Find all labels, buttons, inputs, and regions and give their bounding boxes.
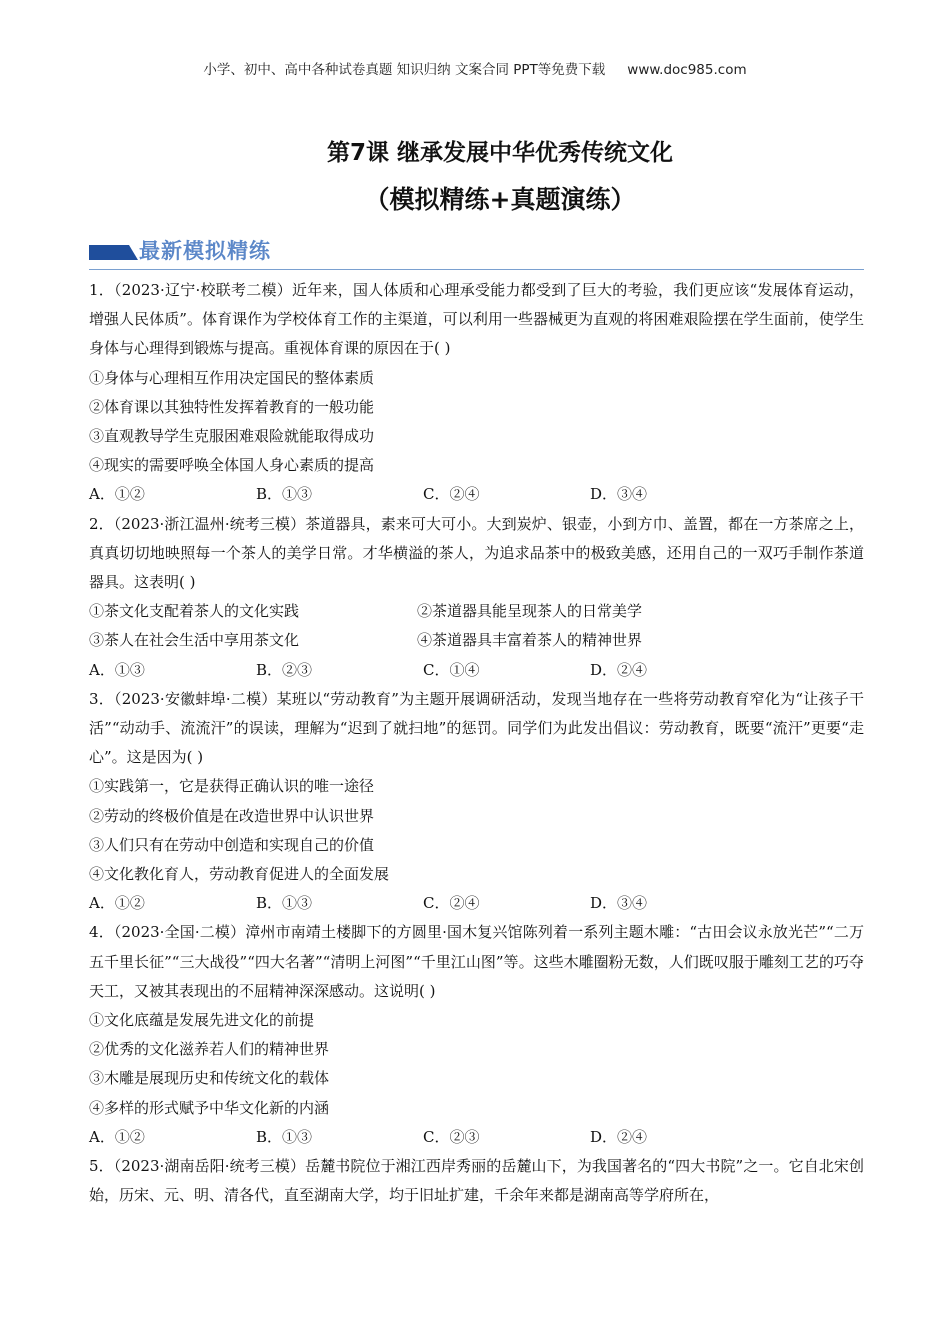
question-3-statement-4: ④文化教化育人，劳动教育促进人的全面发展 — [89, 865, 390, 884]
question-2-option-b: B．②③ — [256, 660, 313, 679]
header-banner-text: 小学、初中、高中各种试卷真题 知识归纳 文案合同 PPT等免费下载 — [203, 62, 606, 78]
question-3-text: 3．（2023·安徽蚌埠·二模）某班以“劳动教育”为主题开展调研活动，发现当地存在一些将劳动教育窄化为“让孩子干活”“动动手、流流汗”的误读，理解为“迟到了就扫地”的惩罚。同学们为此发出倡议：劳动教育，既要“流汗”更要“走心”。这是因为( ) — [89, 689, 864, 767]
question-1-statement-2: ②体育课以其独特性发挥着教育的一般功能 — [89, 397, 375, 416]
question-3-statement-3: ③人们只有在劳动中创造和实现自己的价值 — [89, 835, 375, 854]
question-3-option-b: B．①③ — [256, 894, 313, 913]
question-5-text: 5．（2023·湖南岳阳·统考三模）岳麓书院位于湘江西岸秀丽的岳麓山下，为我国著名的“四大书院”之一。它自北宋创始，历宋、元、明、清各代，直至湖南大学，均于旧址扩建，千余年来都是湖南高等学府所在， — [89, 1157, 864, 1205]
question-2-options — [89, 656, 864, 685]
question-1-option-b: B．①③ — [256, 485, 313, 504]
question-4-option-d: D．②④ — [590, 1127, 648, 1146]
question-1-option-d: D．③④ — [590, 485, 648, 504]
question-2-option-c: C．①④ — [423, 660, 480, 679]
question-4-text: 4．（2023·全国·二模）漳州市南靖土楼脚下的方圆里·国木复兴馆陈列着一系列主题木雕：“古田会议永放光芒”“二万五千里长征”“三大战役”“四大名著”“清明上河图”“千里江山图”等。这些木雕圈粉无数，人们既叹服于雕刻工艺的巧夺天工，又被其表现出的不屈精神深深感动。这说明( ) — [89, 923, 864, 1000]
section-bar-arrow-icon — [129, 245, 138, 260]
question-3-option-c: C．②④ — [423, 894, 480, 913]
question-3-option-d: D．③④ — [590, 894, 648, 913]
section-header — [89, 233, 864, 270]
question-1-statement-1: ①身体与心理相互作用决定国民的整体素质 — [89, 368, 375, 387]
question-4-statement-3: ③木雕是展现历史和传统文化的载体 — [89, 1069, 330, 1088]
section-bar-decoration — [89, 245, 129, 260]
question-2-statement-3: ③茶人在社会生活中享用茶文化 — [89, 631, 300, 650]
question-2-option-a: A．①③ — [89, 660, 145, 679]
question-2-text: 2．（2023·浙江温州·统考三模）茶道器具，素来可大可小。大到炭炉、银壶，小到方巾、盖置，都在一方茶席之上，真真切切地映照每一个茶人的美学日常。才华横溢的茶人，为追求品茶中的极致美感，还用自己的一双巧手制作茶道器具。这表明( ) — [89, 514, 864, 592]
question-list — [89, 276, 864, 1211]
question-4-statement-4: ④多样的形式赋予中华文化新的内涵 — [89, 1098, 330, 1117]
question-4-option-b: B．①③ — [256, 1127, 313, 1146]
question-4-statement-1: ①文化底蕴是发展先进文化的前提 — [89, 1011, 315, 1030]
question-3-options — [89, 889, 864, 918]
question-4-option-c: C．②③ — [423, 1127, 480, 1146]
question-2-statements-row-1 — [89, 597, 864, 626]
question-1-statement-3: ③直观教导学生克服困难艰险就能取得成功 — [89, 427, 375, 446]
question-1-statement-4: ④现实的需要呼唤全体国人身心素质的提高 — [89, 456, 375, 475]
question-1-text: 1．（2023·辽宁·校联考二模）近年来，国人体质和心理承受能力都受到了巨大的考验，我们更应该“发展体育运动，增强人民体质”。体育课作为学校体育工作的主渠道，可以利用一些器械更为直观的将困难艰险摆在学生面前，使学生身体与心理得到锻炼与提高。重视体育课的原因在于( ) — [89, 281, 864, 358]
question-1-option-c: C．②④ — [423, 485, 480, 504]
question-2-statements-row-2 — [89, 626, 864, 655]
question-2-statement-2: ②茶道器具能呈现茶人的日常美学 — [417, 602, 643, 621]
section-label: 最新模拟精练 — [139, 239, 271, 263]
page-subtitle: （模拟精练+真题演练） — [364, 185, 636, 214]
question-4-option-a: A．①② — [89, 1127, 145, 1146]
question-3-option-a: A．①② — [89, 894, 145, 913]
question-4-options — [89, 1123, 864, 1152]
question-2-statement-4: ④茶道器具丰富着茶人的精神世界 — [417, 631, 643, 650]
question-2-statement-1: ①茶文化支配着茶人的文化实践 — [89, 602, 300, 621]
question-3-statement-2: ②劳动的终极价值是在改造世界中认识世界 — [89, 806, 375, 825]
question-1-options — [89, 480, 864, 509]
question-1-option-a: A．①② — [89, 485, 145, 504]
question-2-option-d: D．②④ — [590, 660, 648, 679]
header-site-link[interactable]: www.doc985.com — [627, 62, 747, 78]
page-title: 第7课 继承发展中华优秀传统文化 — [326, 140, 673, 166]
page-header-banner — [0, 58, 950, 78]
question-3-statement-1: ①实践第一，它是获得正确认识的唯一途径 — [89, 777, 375, 796]
question-4-statement-2: ②优秀的文化滋养若人们的精神世界 — [89, 1040, 330, 1059]
